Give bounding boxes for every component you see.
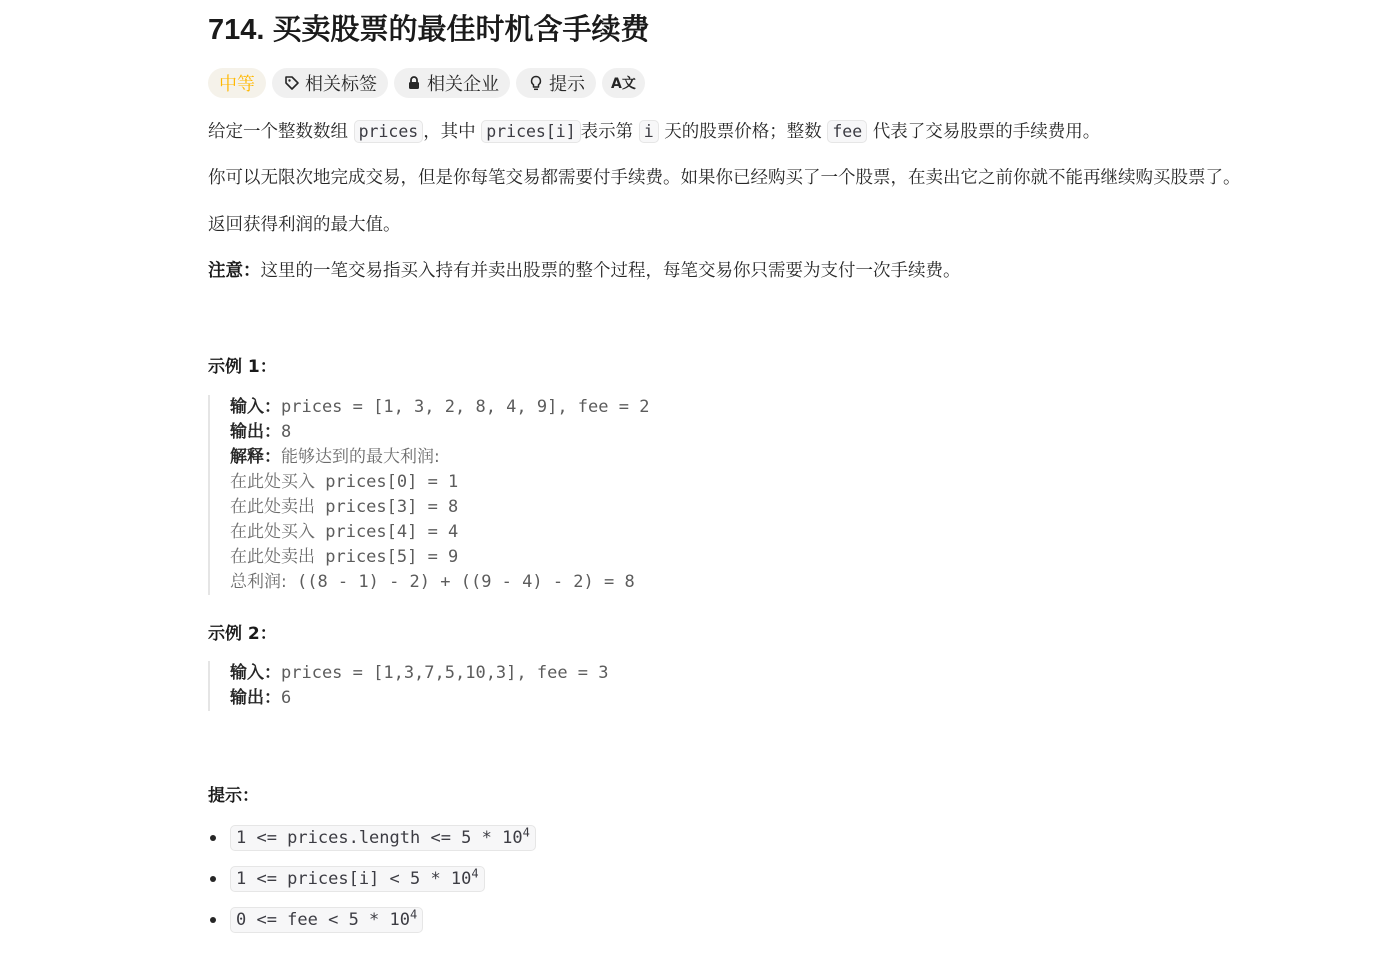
- difficulty-badge[interactable]: 中等: [208, 68, 266, 98]
- step-text: 在此处买入: [230, 522, 315, 542]
- constraint-text: 0 <= fee < 5 * 10: [236, 909, 410, 930]
- example-2-output: [230, 686, 609, 711]
- tag-icon: [283, 74, 301, 92]
- description-paragraph-3: 返回获得利润的最大值。: [208, 215, 401, 235]
- step-code: prices[4] = 4: [315, 522, 459, 542]
- exponent: 4: [410, 906, 418, 921]
- example-1-label: 示例 1：: [208, 357, 277, 377]
- problem-title: 714. 买卖股票的最佳时机含手续费: [208, 14, 650, 46]
- hints-button[interactable]: [516, 68, 596, 98]
- output-value: 8: [281, 422, 292, 442]
- total-text: 总利润:: [230, 572, 287, 592]
- inline-code: prices: [354, 120, 424, 143]
- lightbulb-icon: [527, 74, 545, 92]
- output-value: 6: [281, 688, 292, 708]
- description-note: [208, 257, 961, 285]
- example-1-output: [230, 420, 649, 445]
- step-text: 在此处卖出: [230, 497, 315, 517]
- output-key: 输出：: [230, 422, 281, 442]
- constraint-item: [208, 899, 536, 940]
- explanation-step: [230, 545, 649, 570]
- description-paragraph-2: 你可以无限次地完成交易，但是你每笔交易都需要付手续费。如果你已经购买了一个股票，在卖出它之前你就不能再继续购买股票了。: [208, 168, 1241, 188]
- hints-label: 提示: [549, 74, 585, 95]
- note-text: 这里的一笔交易指买入持有并卖出股票的整个过程，每笔交易你只需要为支付一次手续费。: [260, 261, 961, 281]
- tag-bar: [208, 68, 645, 98]
- lock-icon: [405, 74, 423, 92]
- inline-code: i: [639, 120, 659, 143]
- input-key: 输入：: [230, 663, 281, 683]
- inline-code: prices[i]: [481, 120, 580, 143]
- constraint-item: [208, 858, 536, 899]
- input-value: prices = [1,3,7,5,10,3], fee = 3: [281, 663, 609, 683]
- inline-code: fee: [827, 120, 867, 143]
- text-segment: 给定一个整数数组: [208, 122, 348, 142]
- explanation-total: [230, 570, 649, 595]
- text-segment: 天的股票价格；整数: [664, 122, 822, 142]
- step-code: prices[3] = 8: [315, 497, 459, 517]
- constraint-code: [230, 907, 423, 933]
- constraint-code: [230, 825, 536, 851]
- constraint-text: 1 <= prices.length <= 5 * 10: [236, 827, 523, 848]
- constraints-label: 提示：: [208, 786, 259, 806]
- explanation-step: [230, 495, 649, 520]
- step-code: prices[0] = 1: [315, 472, 459, 492]
- related-companies-label: 相关企业: [427, 74, 499, 95]
- related-tags-button[interactable]: [272, 68, 388, 98]
- example-2-block: [208, 661, 609, 711]
- constraint-text: 1 <= prices[i] < 5 * 10: [236, 868, 472, 889]
- text-segment: 代表了交易股票的手续费用。: [872, 122, 1101, 142]
- input-key: 输入：: [230, 397, 281, 417]
- related-companies-button[interactable]: [394, 68, 510, 98]
- related-tags-label: 相关标签: [305, 74, 377, 95]
- example-1-explanation: [230, 445, 649, 470]
- example-2-input: [230, 661, 609, 686]
- example-2-label: 示例 2：: [208, 624, 277, 644]
- step-code: prices[5] = 9: [315, 547, 459, 567]
- step-text: 在此处卖出: [230, 547, 315, 567]
- constraints-list: [208, 817, 536, 940]
- constraint-item: [208, 817, 536, 858]
- total-code: ((8 - 1) - 2) + ((9 - 4) - 2) = 8: [286, 572, 635, 592]
- description-paragraph-1: [208, 118, 1100, 146]
- exponent: 4: [522, 824, 530, 839]
- text-segment: ，其中: [423, 122, 476, 142]
- translate-icon: A文: [611, 76, 636, 92]
- translate-button[interactable]: [602, 68, 645, 98]
- step-text: 在此处买入: [230, 472, 315, 492]
- example-1-input: [230, 395, 649, 420]
- note-label: 注意：: [208, 261, 261, 281]
- explain-key: 解释：: [230, 447, 281, 467]
- example-1-block: [208, 395, 649, 595]
- input-value: prices = [1, 3, 2, 8, 4, 9], fee = 2: [281, 397, 650, 417]
- output-key: 输出：: [230, 688, 281, 708]
- text-segment: 表示第: [580, 122, 634, 142]
- explanation-step: [230, 470, 649, 495]
- explanation-step: [230, 520, 649, 545]
- constraint-code: [230, 866, 485, 892]
- exponent: 4: [471, 865, 479, 880]
- explain-value: 能够达到的最大利润:: [281, 447, 440, 467]
